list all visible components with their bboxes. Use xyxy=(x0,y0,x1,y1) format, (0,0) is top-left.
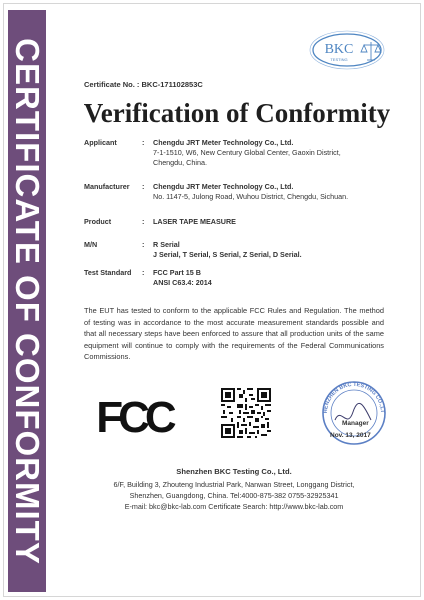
colon: : xyxy=(142,138,145,147)
test-standard-line-2: ANSI C63.4: 2014 xyxy=(153,278,212,287)
test-standard-label: Test Standard xyxy=(84,268,132,277)
fcc-logo xyxy=(96,392,172,442)
colon: : xyxy=(142,217,145,226)
applicant-address-2: Chengdu, China. xyxy=(153,158,207,167)
model-number-line-2: J Serial, T Serial, S Serial, Z Serial, D Serial. xyxy=(153,250,302,259)
qr-code xyxy=(221,388,271,438)
manufacturer-name: Chengdu JRT Meter Technology Co., Ltd. xyxy=(153,182,294,191)
bkc-logo xyxy=(309,28,393,72)
issuer-address-1: 6/F, Building 3, Zhouteng Industrial Park, Nanwan Street, Longgang District, xyxy=(113,480,355,489)
issuer-company: Shenzhen BKC Testing Co., Ltd. xyxy=(176,467,292,476)
colon: : xyxy=(142,182,145,191)
logo-text: BKC xyxy=(324,42,354,57)
colon: : xyxy=(142,240,145,249)
issuer-address-2: Shenzhen, Guangdong, China. Tel:4000-875-382 0755-32925341 xyxy=(129,491,339,500)
fcc-logo-text: FCC xyxy=(96,393,172,442)
product-label: Product xyxy=(84,217,112,226)
signatory-title: Manager xyxy=(342,420,369,427)
side-banner-text: CERTIFICATE OF CONFORMITY xyxy=(8,37,46,565)
applicant-label: Applicant xyxy=(84,138,117,147)
model-number-line-1: R Serial xyxy=(153,240,180,249)
document-title: Verification of Conformity xyxy=(83,98,391,128)
seal-ring-text: HENZHEN BKC TESTING CO.,LT xyxy=(322,381,386,414)
certificate-number: Certificate No. : BKC-171102853C xyxy=(84,80,203,89)
conformity-statement: The EUT has tested to conform to the applicable FCC Rules and Regulation. The method of testing was in accordance to the most accurate measurement standards possible and that all necessary steps have been enforced to assure that all production units of the same equipment will continue to comply with the requirements of the Federal Communications Commissions. xyxy=(84,306,384,362)
colon: : xyxy=(142,268,145,277)
side-banner xyxy=(8,10,46,592)
issuer-contact: E-mail: bkc@bkc-lab.com Certificate Search: http://www.bkc-lab.com xyxy=(124,502,344,511)
issue-date: Nov. 13, 2017 xyxy=(330,432,371,439)
product-name: LASER TAPE MEASURE xyxy=(153,217,236,226)
applicant-address-1: 7-1-1510, W6, New Century Global Center, Gaoxin District, xyxy=(153,148,341,157)
logo-subtext: TESTING xyxy=(330,57,348,62)
signature-scribble xyxy=(335,403,371,420)
manufacturer-address: No. 1147-5, Julong Road, Wuhou District, Chengdu, Sichuan. xyxy=(153,192,349,201)
test-standard-line-1: FCC Part 15 B xyxy=(153,268,201,277)
applicant-name: Chengdu JRT Meter Technology Co., Ltd. xyxy=(153,138,294,147)
manufacturer-label: Manufacturer xyxy=(84,182,130,191)
model-number-label: M/N xyxy=(84,240,98,249)
